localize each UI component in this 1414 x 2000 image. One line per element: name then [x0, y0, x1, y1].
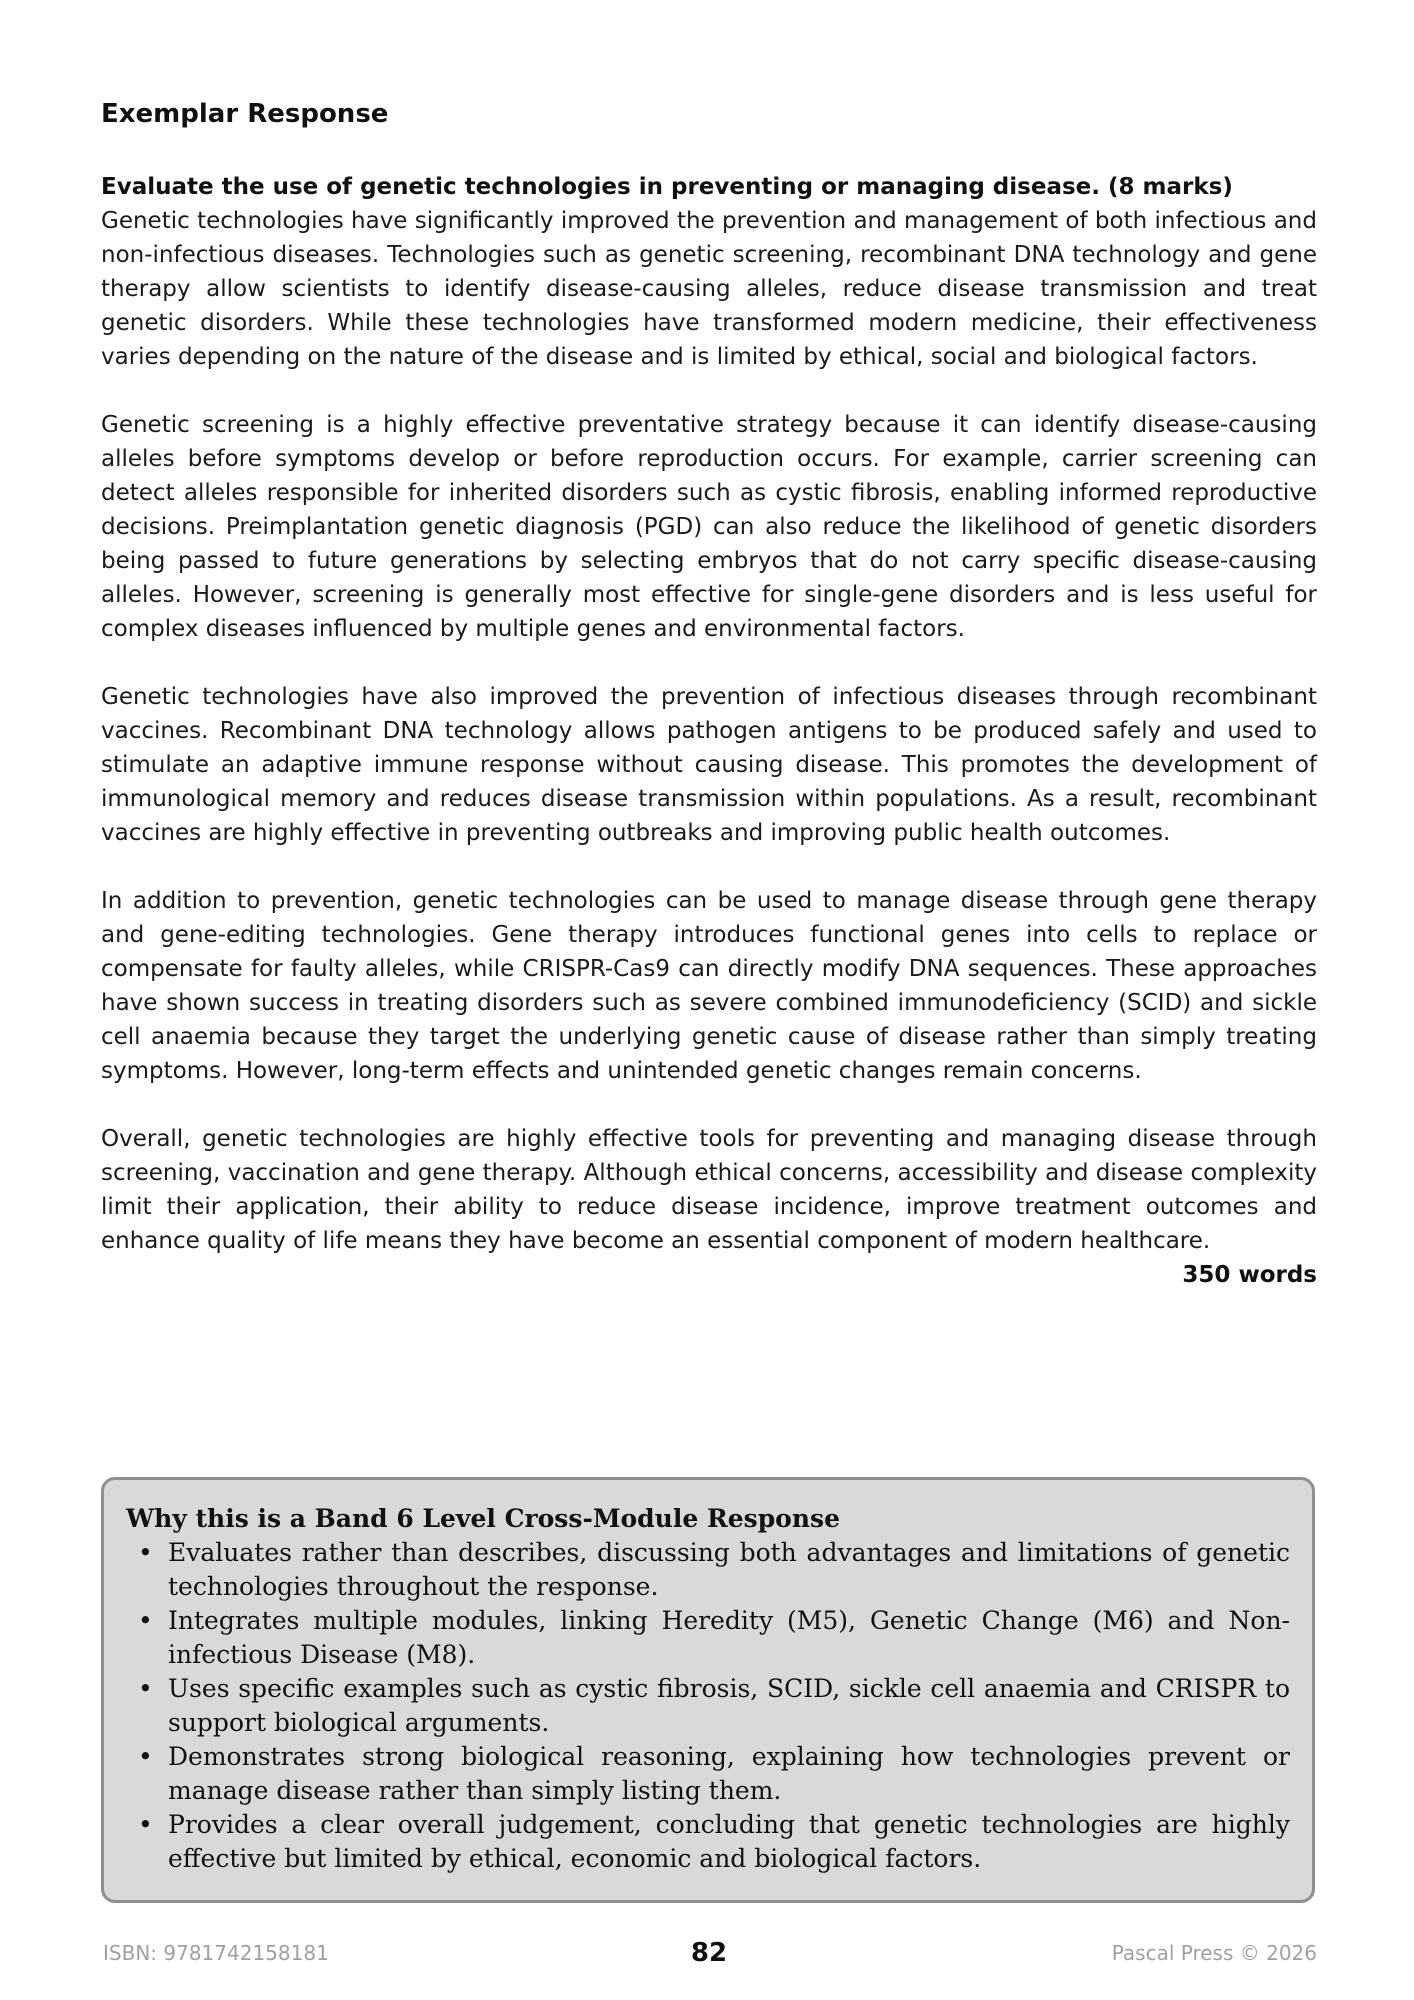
response-paragraph-vaccines: Genetic technologies have also improved the prevention of infectious diseases through recombinant vaccines. Recombinant DNA technology allows pathogen antigens to be produced safely and used to stimulate an adaptive immune response without causing disease. This promotes the development of immunological memory and reduces disease transmission within populations. As a result, recombinant vaccines are highly effective in preventing outbreaks and improving public health outcomes. — [101, 684, 1317, 846]
criteria-item — [138, 1740, 1290, 1808]
criteria-text: Uses specific examples such as cystic fibrosis, SCID, sickle cell anaemia and CRISPR to support biological arguments. — [168, 1674, 1290, 1737]
response-paragraph-conclusion: Overall, genetic technologies are highly effective tools for preventing and managing disease through screening, vaccination and gene therapy. Although ethical concerns, accessibility and disease complexity limit their application, their ability to reduce disease incidence, improve treatment outcomes and enhance quality of life means they have become an essential component of modern healthcare. — [101, 1126, 1317, 1254]
criteria-item — [138, 1808, 1290, 1876]
criteria-item — [138, 1536, 1290, 1604]
exemplar-response-section — [101, 96, 1317, 1292]
copyright-label: Pascal Press © 2026 — [1111, 1941, 1317, 1965]
criteria-text: Evaluates rather than describes, discussing both advantages and limitations of genetic technologies throughout the response. — [168, 1538, 1290, 1601]
criteria-text: Demonstrates strong biological reasoning, explaining how technologies prevent or manage disease rather than simply listing them. — [168, 1742, 1290, 1805]
criteria-text: Provides a clear overall judgement, concluding that genetic technologies are highly effective but limited by ethical, economic and biological factors. — [168, 1810, 1290, 1873]
page-number: 82 — [690, 1938, 728, 1968]
question-prompt: Evaluate the use of genetic technologies in preventing or managing disease. (8 marks) — [101, 174, 1233, 200]
bullet-icon: • — [138, 1606, 153, 1635]
isbn-label: ISBN: 9781742158181 — [103, 1941, 329, 1965]
section-heading: Exemplar Response — [101, 99, 389, 129]
criteria-item — [138, 1672, 1290, 1740]
criteria-text: Integrates multiple modules, linking Heredity (M5), Genetic Change (M6) and Non-infectious Disease (M8). — [168, 1606, 1290, 1669]
bullet-icon: • — [138, 1810, 153, 1839]
response-paragraph-screening: Genetic screening is a highly effective preventative strategy because it can identify disease-causing alleles before symptoms develop or before reproduction occurs. For example, carrier screening can detect alleles responsible for inherited disorders such as cystic fibrosis, enabling informed reproductive decisions. Preimplantation genetic diagnosis (PGD) can also reduce the likelihood of genetic disorders being passed to future generations by selecting embryos that do not carry specific disease-causing alleles. However, screening is generally most effective for single-gene disorders and is less useful for complex diseases influenced by multiple genes and environmental factors. — [101, 412, 1317, 642]
bullet-icon: • — [138, 1742, 153, 1771]
word-count: 350 words — [1182, 1262, 1317, 1288]
box-title: Why this is a Band 6 Level Cross-Module Response — [126, 1504, 841, 1533]
bullet-icon: • — [138, 1674, 153, 1703]
criteria-item — [138, 1604, 1290, 1672]
band6-explanation-box — [101, 1477, 1315, 1903]
band6-criteria-list — [126, 1536, 1290, 1876]
response-paragraph-intro: Genetic technologies have significantly improved the prevention and management of both infectious and non-infectious diseases. Technologies such as genetic screening, recombinant DNA technology and gene therapy allow scientists to identify disease-causing alleles, reduce disease transmission and treat genetic disorders. While these technologies have transformed modern medicine, their effectiveness varies depending on the nature of the disease and is limited by ethical, social and biological factors. — [101, 208, 1317, 370]
response-paragraph-gene-therapy: In addition to prevention, genetic technologies can be used to manage disease through gene therapy and gene-editing technologies. Gene therapy introduces functional genes into cells to replace or compensate for faulty alleles, while CRISPR-Cas9 can directly modify DNA sequences. These approaches have shown success in treating disorders such as severe combined immunodeficiency (SCID) and sickle cell anaemia because they target the underlying genetic cause of disease rather than simply treating symptoms. However, long-term effects and unintended genetic changes remain concerns. — [101, 888, 1317, 1084]
page-footer — [101, 1936, 1317, 1970]
bullet-icon: • — [138, 1538, 153, 1567]
